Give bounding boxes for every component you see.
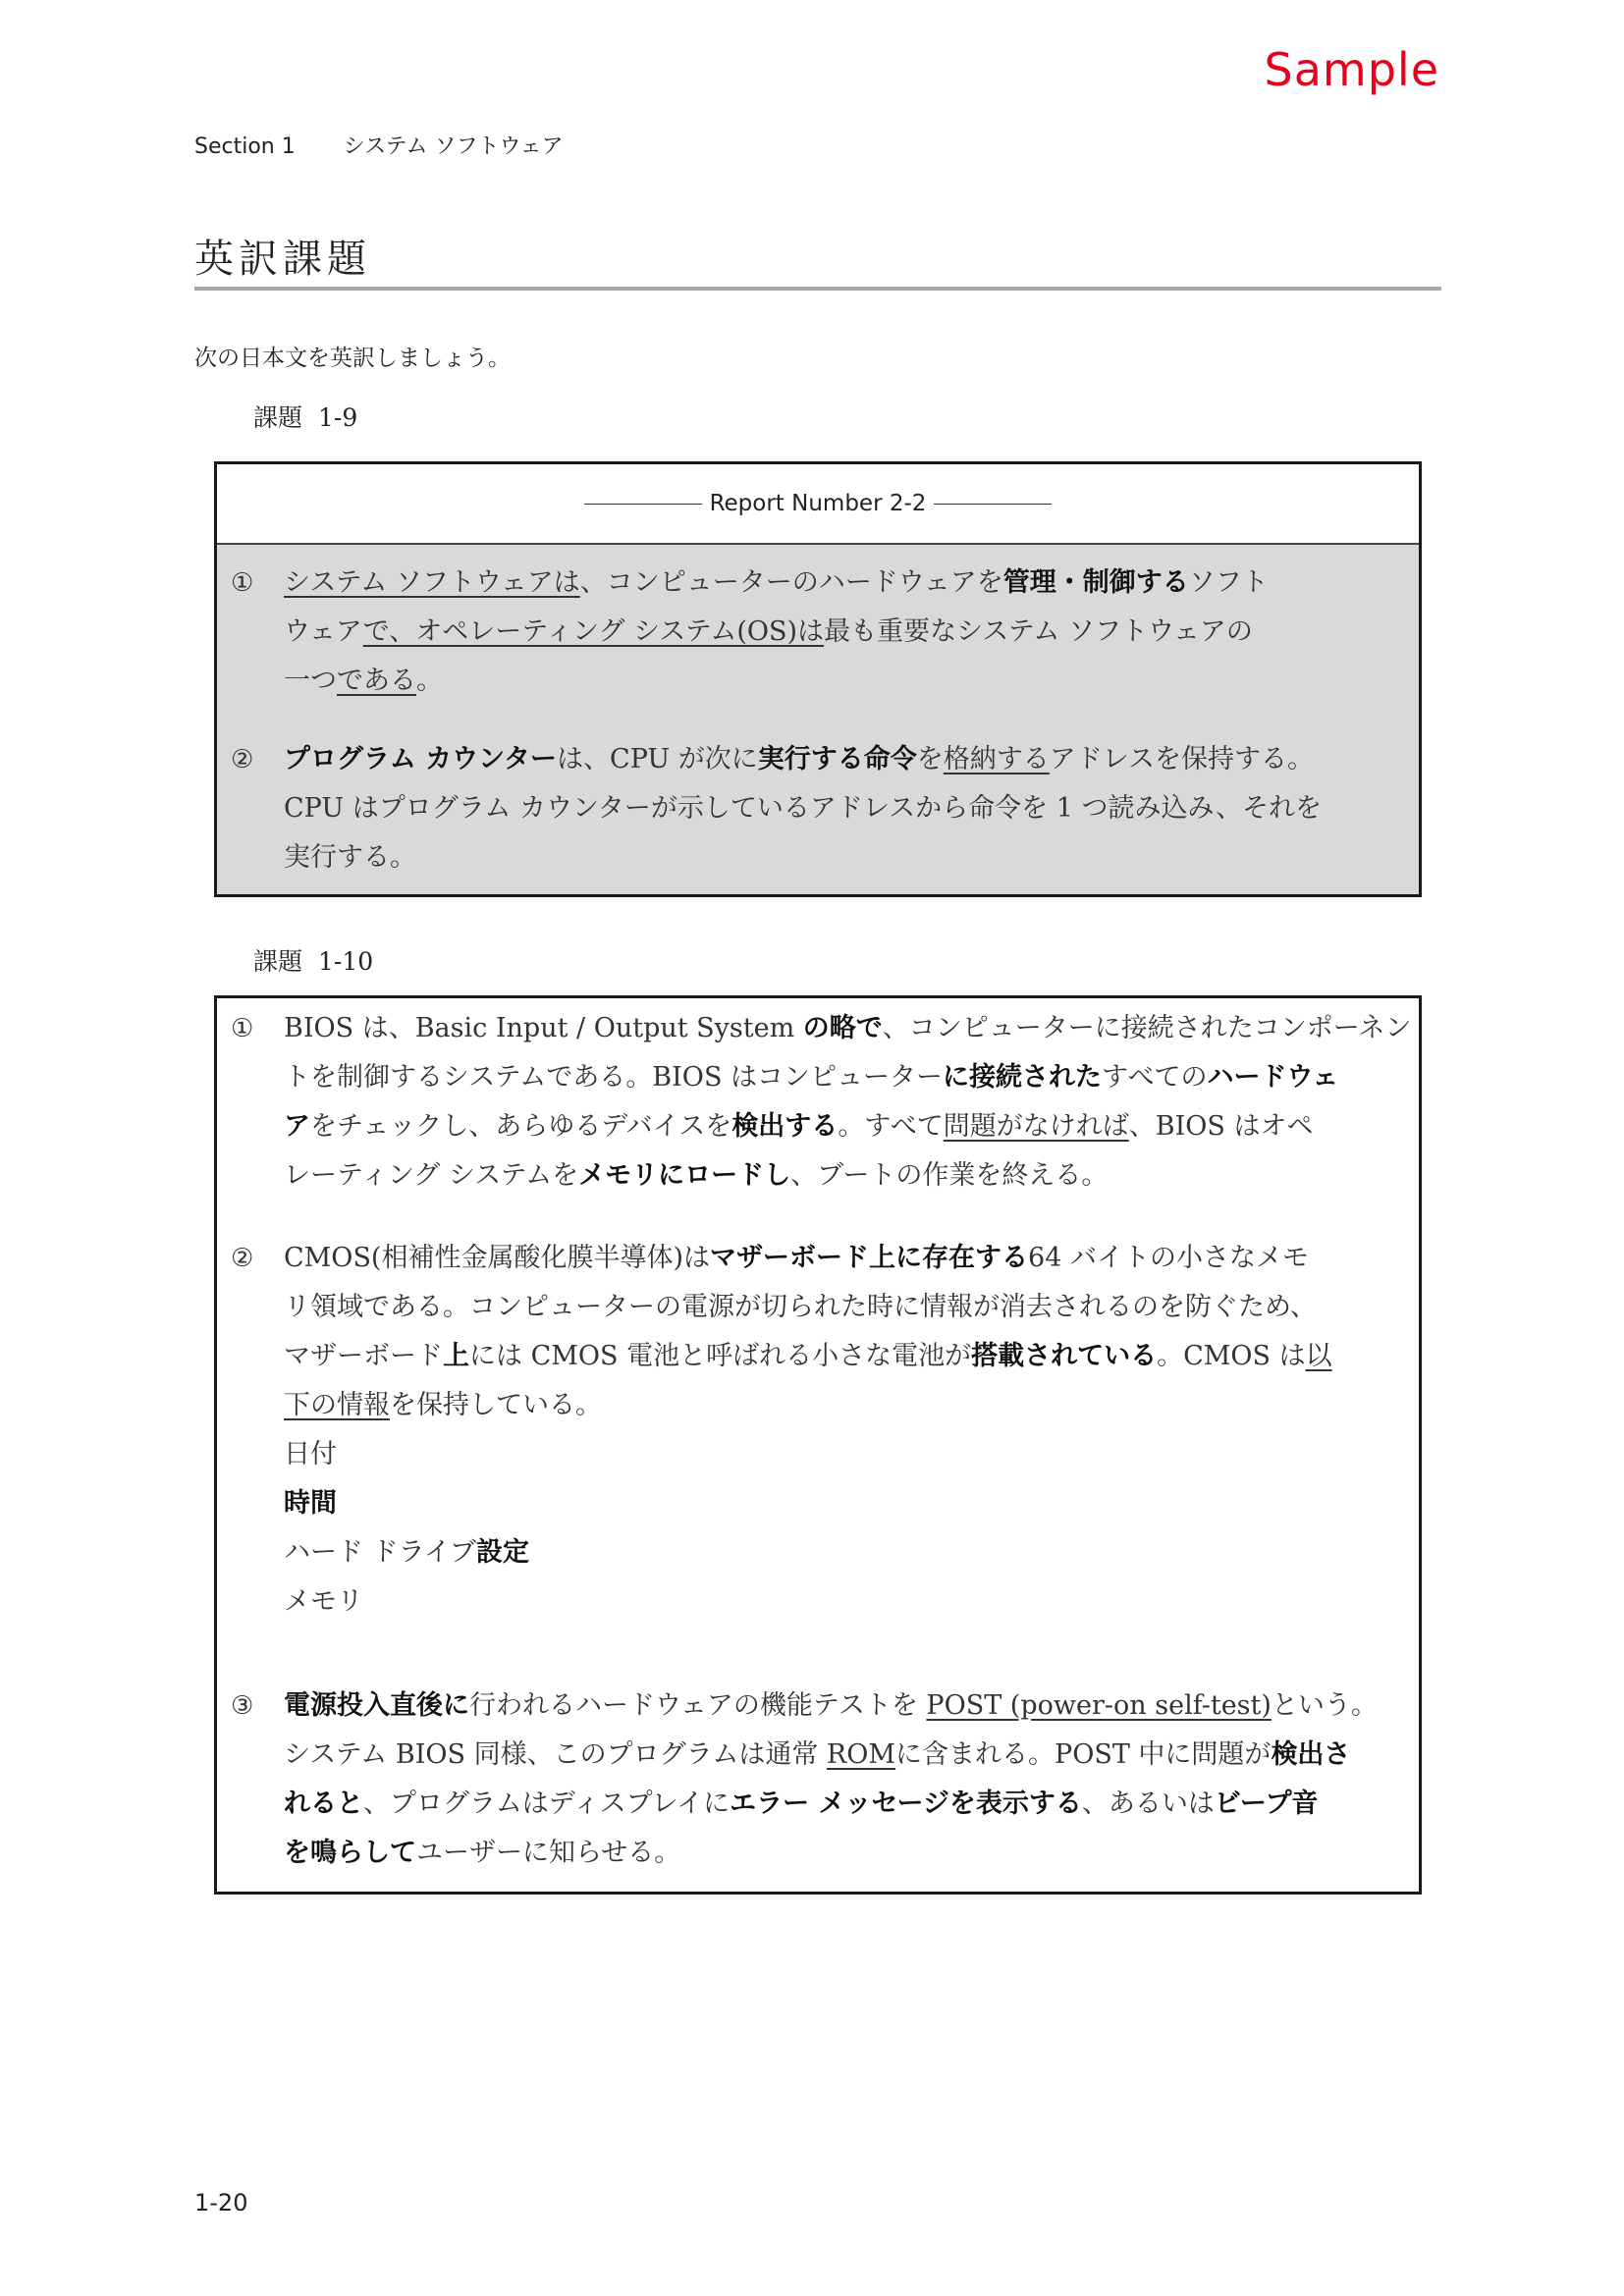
text-line: [284, 784, 1401, 833]
text-segment: に含まれる。POST 中に問題が: [895, 1739, 1272, 1770]
task-label-1-9: [253, 399, 357, 434]
bold-term: エラー メッセージを表示する: [730, 1789, 1082, 1819]
item-marker: ②: [231, 1244, 254, 1273]
task-item: [217, 1004, 1419, 1201]
bold-term: れると: [284, 1789, 363, 1819]
text-line: [284, 1780, 1401, 1829]
text-segment: を保持している。: [390, 1390, 602, 1420]
bold-term: ハードウェ: [1207, 1062, 1339, 1093]
task-item: [217, 559, 1419, 706]
task-item: [217, 1234, 1419, 1627]
text-segment: アドレスを保持する。: [1049, 744, 1314, 774]
text-segment: 、プログラムはディスプレイに: [363, 1789, 731, 1819]
text-segment: ウェア: [284, 616, 363, 647]
bold-term: 搭載されている: [971, 1341, 1158, 1371]
title-divider: [194, 287, 1441, 291]
underlined-phrase: で、オペレーティング システム(OS)は: [362, 616, 825, 647]
section-number: Section 1: [194, 134, 296, 159]
task-number: 1-9: [318, 403, 358, 432]
text-segment: ハード ドライブ: [284, 1537, 476, 1568]
text-line: [284, 1682, 1401, 1731]
item-text: [284, 1004, 1412, 1201]
task-box-1-10: [214, 995, 1422, 1895]
report-header: [217, 464, 1419, 545]
bold-term: ビープ音: [1214, 1789, 1319, 1819]
sample-watermark: Sample: [1264, 43, 1439, 96]
text-segment: 。CMOS は: [1157, 1341, 1306, 1371]
underlined-phrase: 下の情報: [284, 1390, 390, 1420]
underlined-phrase: POST (power-on self-test): [926, 1690, 1272, 1721]
bold-term: 管理・制御する: [1002, 567, 1189, 598]
item-marker: ①: [231, 568, 254, 598]
text-line: [284, 608, 1401, 657]
report-dash-right: [934, 504, 1052, 505]
text-line: [284, 1479, 1401, 1528]
page-number: 1-20: [194, 2189, 248, 2216]
text-segment: は、CPU が次に: [557, 744, 758, 774]
bold-term: 検出する: [731, 1111, 839, 1142]
item-text: [284, 735, 1401, 882]
text-segment: レーティング システムを: [284, 1160, 579, 1191]
bold-term: プログラム カウンター: [284, 744, 558, 774]
bold-term: 設定: [475, 1537, 529, 1568]
text-segment: という。: [1271, 1690, 1378, 1721]
text-segment: ユーザーに知らせる。: [416, 1838, 681, 1868]
text-line: [284, 1332, 1401, 1381]
item-text: [284, 559, 1401, 706]
text-segment: 、BIOS はオペ: [1128, 1111, 1314, 1142]
page-title: 英訳課題: [194, 237, 371, 282]
underlined-phrase: システム ソフトウェアは: [284, 567, 580, 598]
item-marker: ②: [231, 745, 254, 774]
text-line: [284, 1004, 1412, 1053]
task-label-1-10: [253, 942, 373, 978]
item-marker: ③: [231, 1691, 254, 1721]
report-number: Report Number 2-2: [709, 491, 927, 516]
text-line: [284, 1151, 1401, 1201]
item-marker: ①: [231, 1014, 254, 1043]
text-line: [284, 1381, 1401, 1430]
bold-term: 検出さ: [1271, 1739, 1351, 1770]
instruction-text: 次の日本文を英訳しましょう。: [194, 346, 511, 371]
text-segment: 実行する。: [284, 842, 416, 873]
bold-term: ア: [284, 1111, 310, 1142]
underlined-phrase: 問題がなければ: [943, 1111, 1129, 1142]
underlined-phrase: である: [337, 666, 416, 696]
text-segment: 、あるいは: [1081, 1789, 1215, 1819]
text-segment: トを制御するシステムである。BIOS はコンピューター: [284, 1062, 944, 1093]
text-line: [284, 833, 1401, 882]
bold-term: を鳴らして: [284, 1838, 416, 1868]
text-line: [284, 1053, 1401, 1102]
task-item: [217, 1682, 1419, 1878]
task-box-1-9: [214, 461, 1422, 897]
underlined-phrase: 格納する: [943, 744, 1050, 774]
bold-term: 時間: [284, 1488, 337, 1519]
text-line: [284, 1577, 1401, 1627]
bold-term: メモリにロードし: [578, 1160, 791, 1191]
text-line: [284, 1829, 1401, 1878]
text-line: [284, 1102, 1401, 1151]
text-line: [284, 735, 1401, 784]
text-segment: システム BIOS 同様、このプログラムは通常: [284, 1739, 827, 1770]
text-segment: 最も重要なシステム ソフトウェアの: [824, 616, 1253, 647]
bold-term: 上: [443, 1341, 469, 1371]
bold-term: マザーボード上に存在する: [710, 1243, 1029, 1273]
item-text: [284, 1682, 1401, 1878]
text-segment: 行われるハードウェアの機能テストを: [469, 1690, 927, 1721]
text-segment: 。: [416, 666, 443, 696]
item-text: [284, 1234, 1401, 1627]
text-segment: 64 バイトの小さなメモ: [1028, 1243, 1309, 1273]
text-line: [284, 1528, 1401, 1577]
text-line: [284, 657, 1401, 706]
task-label-text: 課題: [253, 403, 303, 432]
report-dash-left: [584, 504, 702, 505]
task-label-text: 課題: [253, 947, 303, 976]
text-segment: には CMOS 電池と呼ばれる小さな電池が: [469, 1341, 972, 1371]
section-title: システム ソフトウェア: [343, 134, 564, 159]
section-header: [194, 130, 564, 160]
bold-term: の略で: [802, 1013, 883, 1043]
text-segment: メモリ: [284, 1586, 363, 1617]
text-segment: 、コンピューターに接続されたコンポーネン: [882, 1013, 1412, 1043]
text-line: [284, 1283, 1401, 1332]
bold-term: 実行する命令: [757, 744, 917, 774]
text-segment: すべての: [1102, 1062, 1208, 1093]
text-segment: 日付: [284, 1439, 337, 1469]
task-number: 1-10: [318, 947, 374, 976]
text-segment: 、ブートの作業を終える。: [790, 1160, 1109, 1191]
text-segment: CPU はプログラム カウンターが示しているアドレスから命令を 1 つ読み込み、それを: [284, 793, 1323, 824]
text-line: [284, 1234, 1401, 1283]
text-line: [284, 1731, 1401, 1780]
text-segment: CMOS(相補性金属酸化膜半導体)は: [284, 1243, 711, 1273]
underlined-phrase: ROM: [826, 1739, 896, 1770]
text-segment: ソフト: [1188, 567, 1269, 598]
text-segment: を: [916, 744, 944, 774]
text-line: [284, 559, 1401, 608]
text-segment: をチェックし、あらゆるデバイスを: [310, 1111, 732, 1142]
text-line: [284, 1430, 1401, 1479]
text-segment: リ領域である。コンピューターの電源が切られた時に情報が消去されるのを防ぐため、: [284, 1292, 1317, 1322]
bold-term: 電源投入直後に: [284, 1690, 469, 1721]
text-segment: 一つ: [284, 666, 337, 696]
text-segment: 。すべて: [838, 1111, 944, 1142]
bold-term: に接続された: [943, 1062, 1103, 1093]
underlined-phrase: 以: [1305, 1341, 1332, 1371]
text-segment: マザーボード: [284, 1341, 443, 1371]
task-item: [217, 735, 1419, 882]
text-segment: 、コンピューターのハードウェアを: [579, 567, 1003, 598]
text-segment: BIOS は、Basic Input / Output System: [284, 1013, 803, 1043]
